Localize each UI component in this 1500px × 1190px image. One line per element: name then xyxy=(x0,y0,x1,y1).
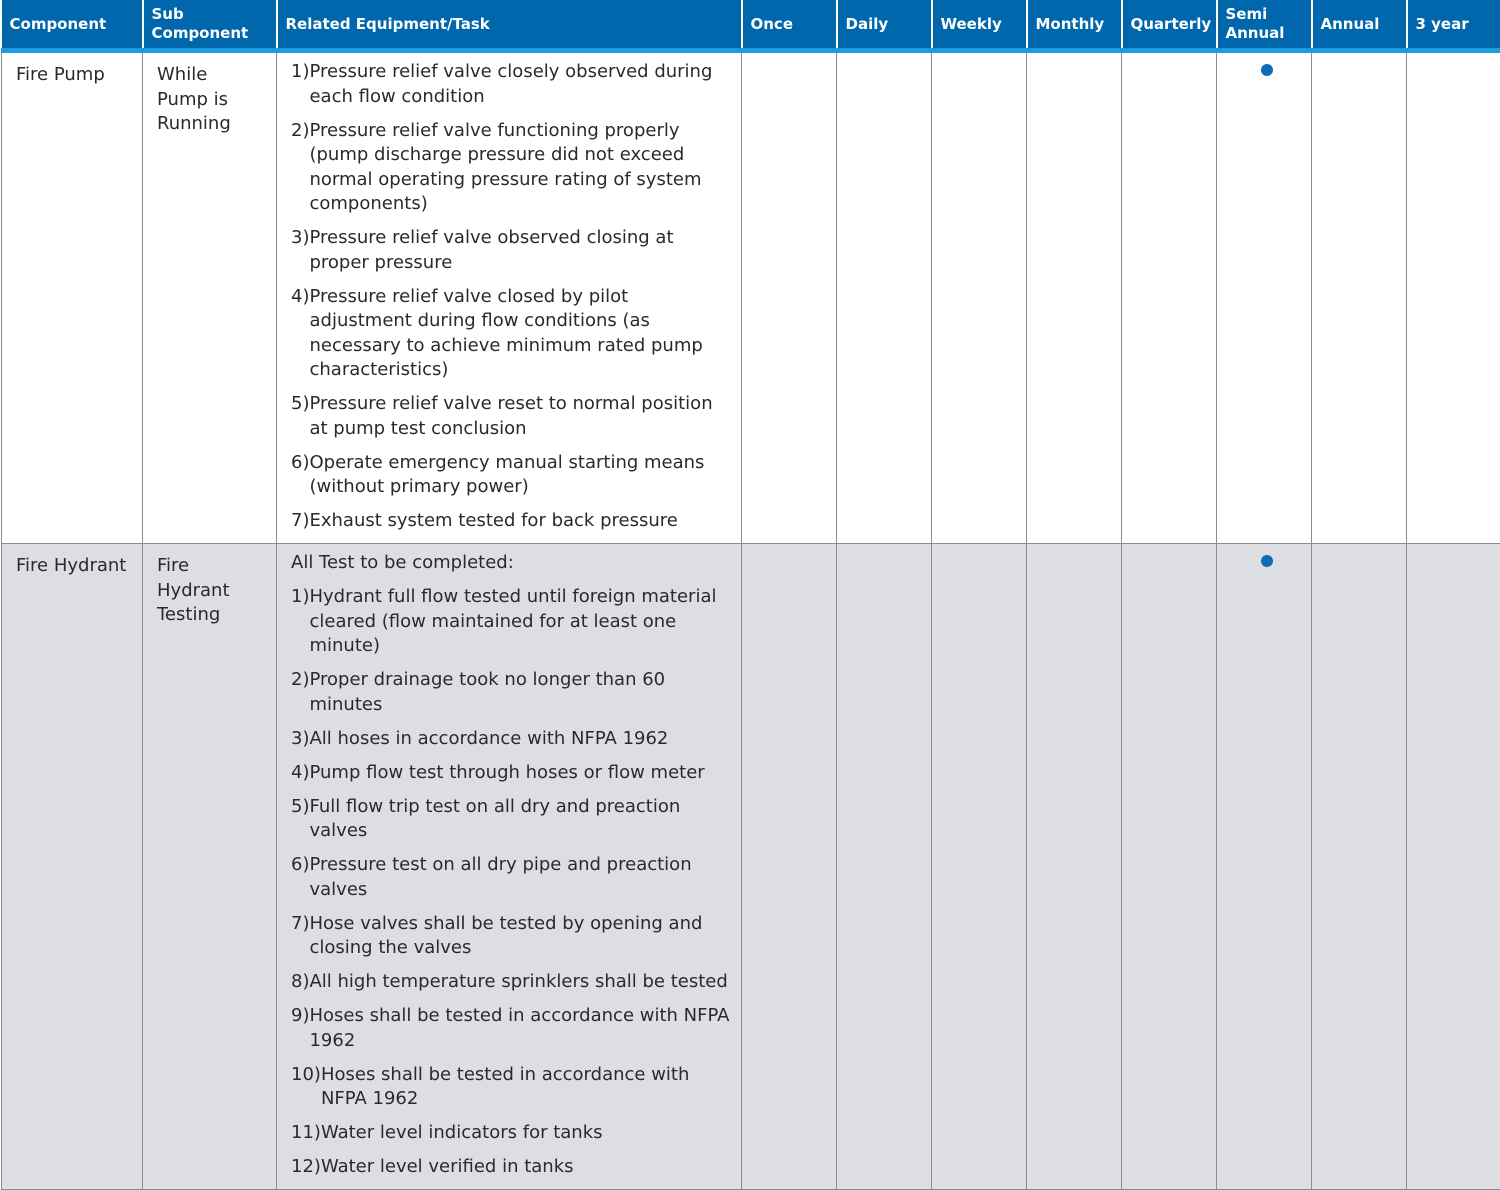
task-list xyxy=(277,544,741,1180)
task-text: Proper drainage took no longer than 60 minutes xyxy=(309,668,735,717)
task-item xyxy=(291,970,735,995)
task-number: 7) xyxy=(291,912,309,961)
task-number: 1) xyxy=(291,585,309,659)
monthly-cell xyxy=(1027,51,1122,544)
task-number: 11) xyxy=(291,1121,321,1146)
task-text: Hose valves shall be tested by opening and closing the valves xyxy=(309,912,735,961)
task-number: 6) xyxy=(291,853,309,902)
task-number: 3) xyxy=(291,727,309,752)
task-item xyxy=(291,761,735,786)
task-number: 3) xyxy=(291,226,309,275)
task-number: 5) xyxy=(291,795,309,844)
header-sub-component-line1: Sub xyxy=(152,5,268,24)
task-text: Pressure relief valve closely observed during each flow condition xyxy=(309,60,735,109)
task-number: 2) xyxy=(291,668,309,717)
header-semi-annual-line1: Semi xyxy=(1226,5,1303,24)
table-row xyxy=(2,51,1500,544)
task-item xyxy=(291,119,735,217)
task-item xyxy=(291,1004,735,1053)
task-number: 1) xyxy=(291,60,309,109)
task-item xyxy=(291,795,735,844)
once-cell xyxy=(742,544,837,1190)
annual-cell xyxy=(1312,51,1407,544)
frequency-marker-icon xyxy=(1261,64,1273,76)
quarterly-cell xyxy=(1122,544,1217,1190)
task-text: Water level verified in tanks xyxy=(321,1155,735,1180)
task-text: Pressure test on all dry pipe and preaction valves xyxy=(309,853,735,902)
task-item xyxy=(291,1063,735,1112)
frequency-marker-icon xyxy=(1261,555,1273,567)
header-sub-component-line2: Component xyxy=(152,24,268,43)
header-weekly: Weekly xyxy=(932,0,1027,51)
quarterly-cell xyxy=(1122,51,1217,544)
task-text: Pressure relief valve functioning properly (pump discharge pressure did not exceed normal operating pressure rating of system components) xyxy=(309,119,735,217)
semi-annual-cell xyxy=(1217,544,1312,1190)
header-task: Related Equipment/Task xyxy=(277,0,742,51)
header-once: Once xyxy=(742,0,837,51)
header-component: Component xyxy=(2,0,143,51)
header-sub-component xyxy=(143,0,277,51)
sub-component-cell: While Pump is Running xyxy=(143,51,277,544)
task-number: 5) xyxy=(291,392,309,441)
task-item xyxy=(291,585,735,659)
header-annual: Annual xyxy=(1312,0,1407,51)
task-text: Exhaust system tested for back pressure xyxy=(309,509,735,534)
task-number: 4) xyxy=(291,761,309,786)
task-number: 12) xyxy=(291,1155,321,1180)
three-year-cell xyxy=(1407,544,1500,1190)
task-item xyxy=(291,1155,735,1180)
task-item xyxy=(291,509,735,534)
once-cell xyxy=(742,51,837,544)
task-text: Water level indicators for tanks xyxy=(321,1121,735,1146)
weekly-cell xyxy=(932,544,1027,1190)
semi-annual-cell xyxy=(1217,51,1312,544)
task-text: All hoses in accordance with NFPA 1962 xyxy=(309,727,735,752)
task-number: 4) xyxy=(291,285,309,383)
task-item xyxy=(291,1121,735,1146)
table-body xyxy=(2,51,1500,1190)
monthly-cell xyxy=(1027,544,1122,1190)
header-daily: Daily xyxy=(837,0,932,51)
task-text: Pressure relief valve observed closing at proper pressure xyxy=(309,226,735,275)
task-item xyxy=(291,60,735,109)
component-cell: Fire Hydrant xyxy=(2,544,143,1190)
task-item xyxy=(291,853,735,902)
daily-cell xyxy=(837,51,932,544)
task-text: Operate emergency manual starting means (without primary power) xyxy=(309,451,735,500)
component-cell: Fire Pump xyxy=(2,51,143,544)
task-text: Full flow trip test on all dry and preaction valves xyxy=(309,795,735,844)
header-row xyxy=(2,0,1500,51)
header-quarterly: Quarterly xyxy=(1122,0,1217,51)
task-text: Hoses shall be tested in accordance with NFPA 1962 xyxy=(309,1004,735,1053)
task-text: Hoses shall be tested in accordance with NFPA 1962 xyxy=(321,1063,735,1112)
task-item xyxy=(291,727,735,752)
task-text: All high temperature sprinklers shall be tested xyxy=(309,970,735,995)
task-number: 9) xyxy=(291,1004,309,1053)
task-number: 10) xyxy=(291,1063,321,1112)
task-item xyxy=(291,285,735,383)
task-text: Pressure relief valve reset to normal position at pump test conclusion xyxy=(309,392,735,441)
header-semi-annual-line2: Annual xyxy=(1226,24,1303,43)
task-cell xyxy=(277,544,742,1190)
task-item xyxy=(291,392,735,441)
task-number: 6) xyxy=(291,451,309,500)
sub-component-cell: Fire Hydrant Testing xyxy=(143,544,277,1190)
task-number: 7) xyxy=(291,509,309,534)
daily-cell xyxy=(837,544,932,1190)
table-row xyxy=(2,544,1500,1190)
header-monthly: Monthly xyxy=(1027,0,1122,51)
task-item xyxy=(291,451,735,500)
task-number: 2) xyxy=(291,119,309,217)
weekly-cell xyxy=(932,51,1027,544)
task-item xyxy=(291,912,735,961)
task-text: Pump flow test through hoses or flow meter xyxy=(309,761,735,786)
task-intro: All Test to be completed: xyxy=(291,551,735,576)
annual-cell xyxy=(1312,544,1407,1190)
task-item xyxy=(291,668,735,717)
header-semi-annual xyxy=(1217,0,1312,51)
header-three-year: 3 year xyxy=(1407,0,1500,51)
task-cell xyxy=(277,51,742,544)
task-number: 8) xyxy=(291,970,309,995)
task-text: Pressure relief valve closed by pilot adjustment during flow conditions (as necessary to achieve minimum rated pump characteristics) xyxy=(309,285,735,383)
task-text: Hydrant full flow tested until foreign material cleared (flow maintained for at least one minute) xyxy=(309,585,735,659)
task-item xyxy=(291,226,735,275)
maintenance-schedule-table xyxy=(1,0,1500,1190)
three-year-cell xyxy=(1407,51,1500,544)
task-list xyxy=(277,53,741,534)
